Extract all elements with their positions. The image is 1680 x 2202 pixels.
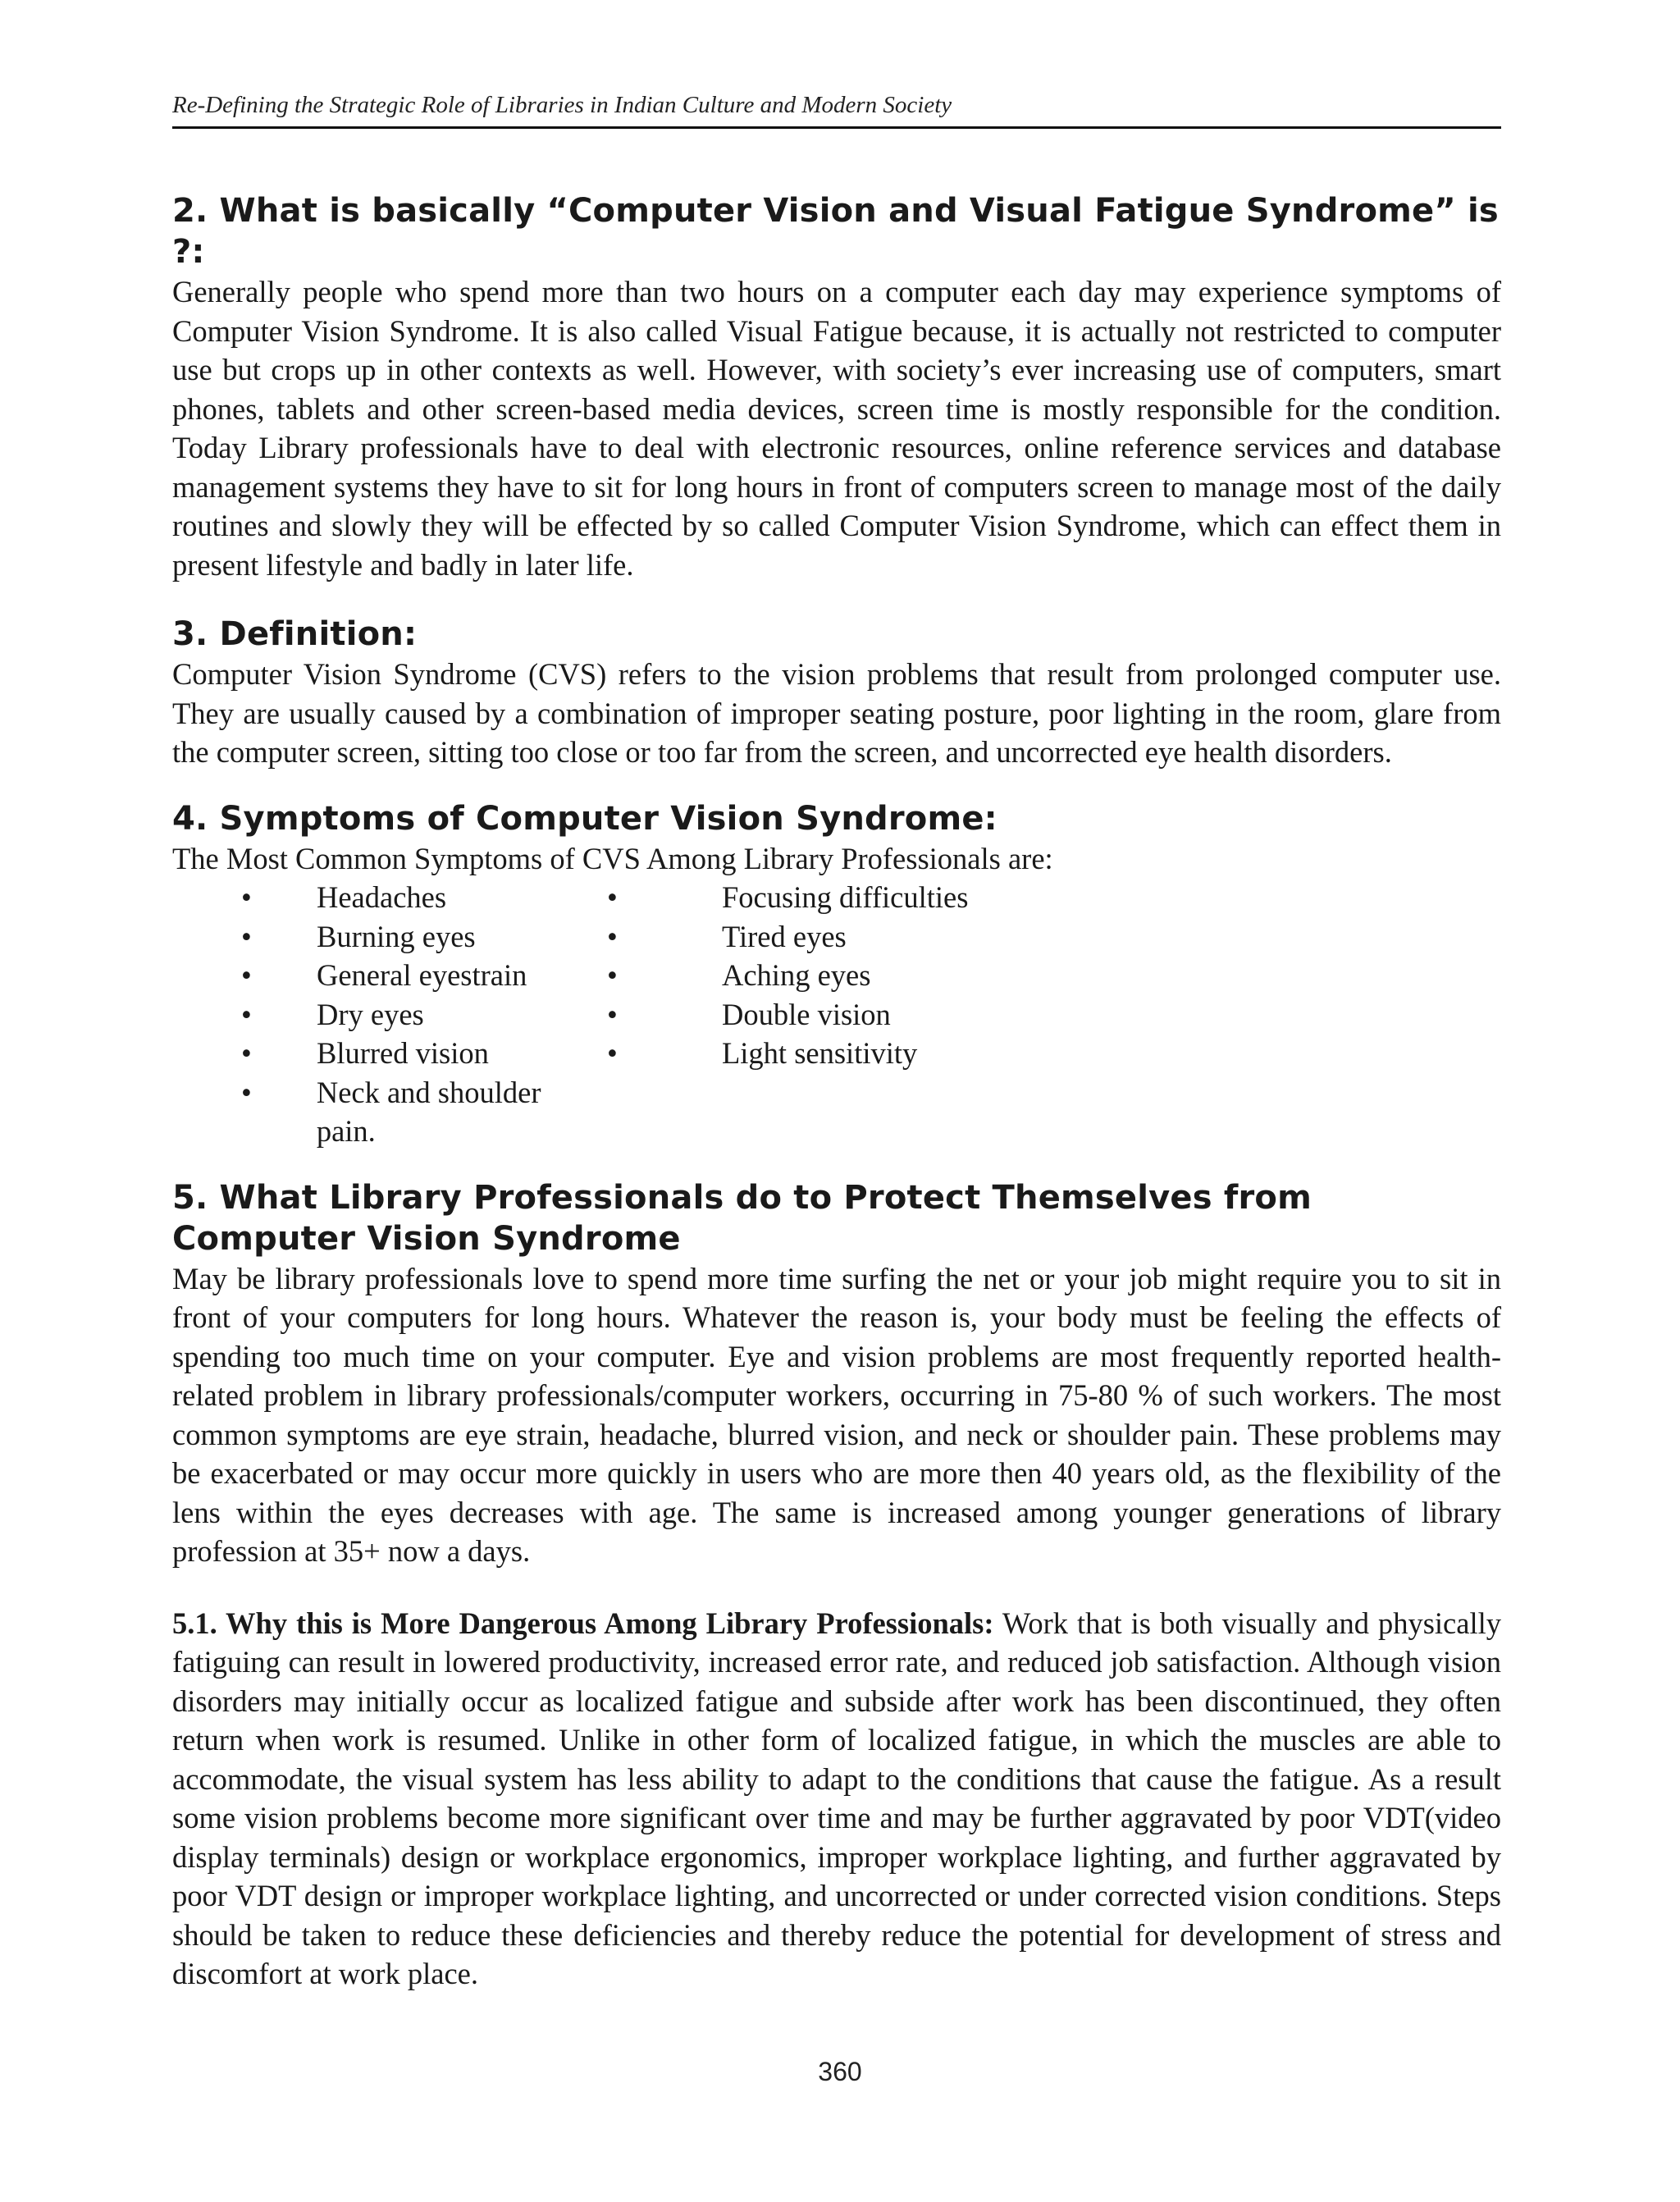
bullet-icon: • [241, 1036, 252, 1070]
section-2-heading: 2. What is basically “Computer Vision and Visual Fatigue Syndrome” is ?: [172, 192, 1499, 271]
symptoms-column-right [607, 878, 1017, 1151]
section-5-body: May be library professionals love to spend more time surfing the net or your job might require you to sit in front of your computers for long hours. Whatever the reason is, your body must be feeling the effects of spending too much time on your computer. Eye and vision problems are most frequently reported health-related problem in library professionals/computer workers, occurring in 75-80 % of such workers. The most common symptoms are eye strain, headache, blurred vision, and neck or shoulder pain. These problems may be exacerbated or may occur more quickly in users who are more then 40 years old, as the flexibility of the lens within the eyes decreases with age. The same is increased among younger generations of library profession at 35+ now a days. [172, 1261, 1501, 1568]
list-item [607, 878, 1017, 917]
symptom-label: Headaches [317, 880, 447, 914]
list-item [607, 995, 1017, 1035]
symptom-label: Double vision [722, 997, 891, 1031]
list-item [607, 1034, 1017, 1073]
symptom-label: Burning eyes [317, 919, 476, 953]
bullet-icon: • [607, 958, 618, 992]
section-3-body: Computer Vision Syndrome (CVS) refers to the vision problems that result from prolonged computer use. They are usually caused by a combination of improper seating posture, poor lighting in the room, glare from the computer screen, sitting too close or too far from the screen, and uncorrected eye health disorders. [172, 657, 1501, 769]
list-item [607, 917, 1017, 957]
symptom-label: Blurred vision [317, 1036, 489, 1070]
section-5-1-paragraph [172, 1604, 1501, 1994]
symptoms-list [172, 878, 1501, 1151]
bullet-icon: • [241, 1075, 252, 1109]
bullet-icon: • [607, 1036, 618, 1070]
list-item [172, 1034, 607, 1073]
running-header: Re-Defining the Strategic Role of Libraries in Indian Culture and Modern Society [172, 92, 952, 118]
section-4-intro: The Most Common Symptoms of CVS Among Library Professionals are: [172, 841, 1053, 875]
section-4-heading: 4. Symptoms of Computer Vision Syndrome: [172, 799, 998, 838]
bullet-icon: • [607, 880, 618, 914]
symptom-label: Focusing difficulties [722, 880, 969, 914]
page-content [172, 190, 1501, 1994]
section-5-1-body: Work that is both visually and physically fatiguing can result in lowered productivity, increased error rate, and reduced job satisfaction. Although vision disorders may initially occur as localized fatigue and subside after work has been discontinued, they often return when work is resumed. Unlike in other form of localized fatigue, in which the muscles are able to accommodate, the visual system has less ability to adapt to the conditions that cause the fatigue. As a result some vision problems become more significant over time and may be further aggravated by poor VDT(video display terminals) design or workplace ergonomics, improper workplace lighting, and further aggravated by poor VDT design or improper workplace lighting, and uncorrected or under corrected vision conditions. Steps should be taken to reduce these deficiencies and thereby reduce the potential for development of stress and discomfort at work place. [172, 1606, 1501, 1990]
list-item [172, 995, 607, 1035]
list-item [172, 956, 607, 995]
list-item [172, 917, 607, 957]
header-rule [172, 126, 1501, 129]
section-5-heading: 5. What Library Professionals do to Protect Themselves from Computer Vision Syndrome [172, 1178, 1312, 1258]
section-2-body: Generally people who spend more than two hours on a computer each day may experience symptoms of Computer Vision Syndrome. It is also called Visual Fatigue because, it is actually not restricted to computer use but crops up in other contexts as well. However, with society’s ever increasing use of computers, smart phones, tablets and other screen-based media devices, screen time is mostly responsible for the condition. Today Library professionals have to deal with electronic resources, online reference services and database management systems they have to sit for long hours in front of computers screen to manage most of the daily routines and slowly they will be effected by so called Computer Vision Syndrome, which can effect them in present lifestyle and badly in later life. [172, 275, 1501, 582]
bullet-icon: • [607, 997, 618, 1031]
bullet-icon: • [241, 997, 252, 1031]
symptom-label: Aching eyes [722, 958, 871, 992]
list-item [607, 956, 1017, 995]
bullet-icon: • [607, 919, 618, 953]
symptom-label: General eyestrain [317, 958, 527, 992]
page-number: 360 [818, 2057, 862, 2086]
symptom-label: Tired eyes [722, 919, 847, 953]
list-item [172, 878, 607, 917]
symptom-label: Dry eyes [317, 997, 424, 1031]
symptom-label: Light sensitivity [722, 1036, 918, 1070]
section-3-heading: 3. Definition: [172, 615, 418, 653]
bullet-icon: • [241, 880, 252, 914]
symptoms-column-left [172, 878, 607, 1151]
bullet-icon: • [241, 958, 252, 992]
bullet-icon: • [241, 919, 252, 953]
list-item [172, 1073, 607, 1151]
symptom-label: Neck and shoulder pain. [316, 1075, 541, 1148]
section-5-1-heading: 5.1. Why this is More Dangerous Among Library Professionals: [172, 1606, 994, 1640]
